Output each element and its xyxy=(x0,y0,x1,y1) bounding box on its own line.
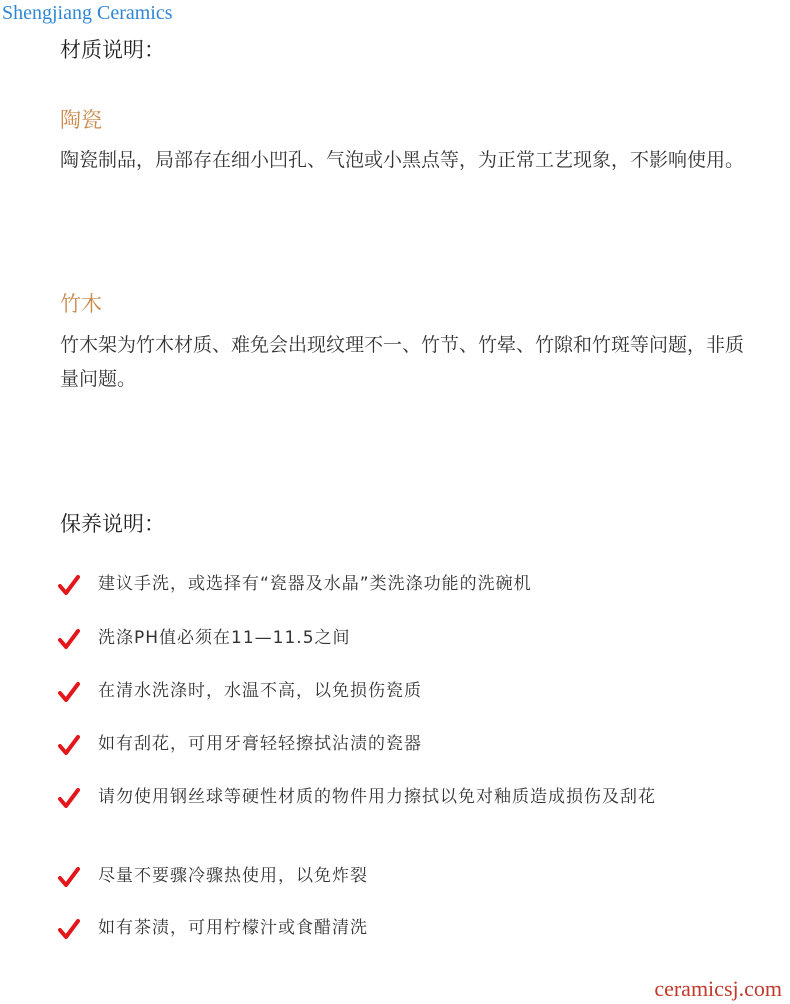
care-item-text: 洗涤PH值必须在11—11.5之间 xyxy=(98,628,351,648)
check-icon xyxy=(58,787,80,809)
material-desc-ceramic: 陶瓷制品，局部存在细小凹孔、气泡或小黑点等，为正常工艺现象，不影响使用。 xyxy=(60,149,745,171)
care-list-item xyxy=(58,625,758,651)
check-icon xyxy=(58,734,80,756)
material-heading-bamboo: 竹木 xyxy=(60,292,102,316)
care-list-item xyxy=(58,571,758,597)
material-section-title: 材质说明： xyxy=(60,38,165,62)
care-list-item xyxy=(58,784,758,810)
care-item-text: 尽量不要骤冷骤热使用，以免炸裂 xyxy=(98,866,368,886)
material-desc-bamboo: 竹木架为竹木材质、难免会出现纹理不一、竹节、竹晕、竹隙和竹斑等问题，非质量问题。 xyxy=(60,334,745,390)
care-list-item xyxy=(58,915,758,941)
check-icon xyxy=(58,918,80,940)
care-item-text: 如有茶渍，可用柠檬汁或食醋清洗 xyxy=(98,918,368,938)
care-list-item xyxy=(58,863,758,889)
material-heading-ceramic: 陶瓷 xyxy=(60,108,102,132)
care-item-text: 请勿使用钢丝球等硬性材质的物件用力擦拭以免对釉质造成损伤及刮花 xyxy=(98,787,656,807)
care-section-title: 保养说明： xyxy=(60,512,165,536)
care-list-item xyxy=(58,678,758,704)
watermark-bottom-logo: ceramicsj.com xyxy=(654,976,782,1001)
care-list-item xyxy=(58,731,758,757)
watermark-top-logo: Shengjiang Ceramics xyxy=(2,2,173,24)
care-item-text: 建议手洗，或选择有“瓷器及水晶”类洗涤功能的洗碗机 xyxy=(98,574,532,594)
care-item-text: 在清水洗涤时，水温不高，以免损伤瓷质 xyxy=(98,681,422,701)
check-icon xyxy=(58,866,80,888)
check-icon xyxy=(58,628,80,650)
care-item-text: 如有刮花，可用牙膏轻轻擦拭沾渍的瓷器 xyxy=(98,734,422,754)
check-icon xyxy=(58,681,80,703)
check-icon xyxy=(58,574,80,596)
